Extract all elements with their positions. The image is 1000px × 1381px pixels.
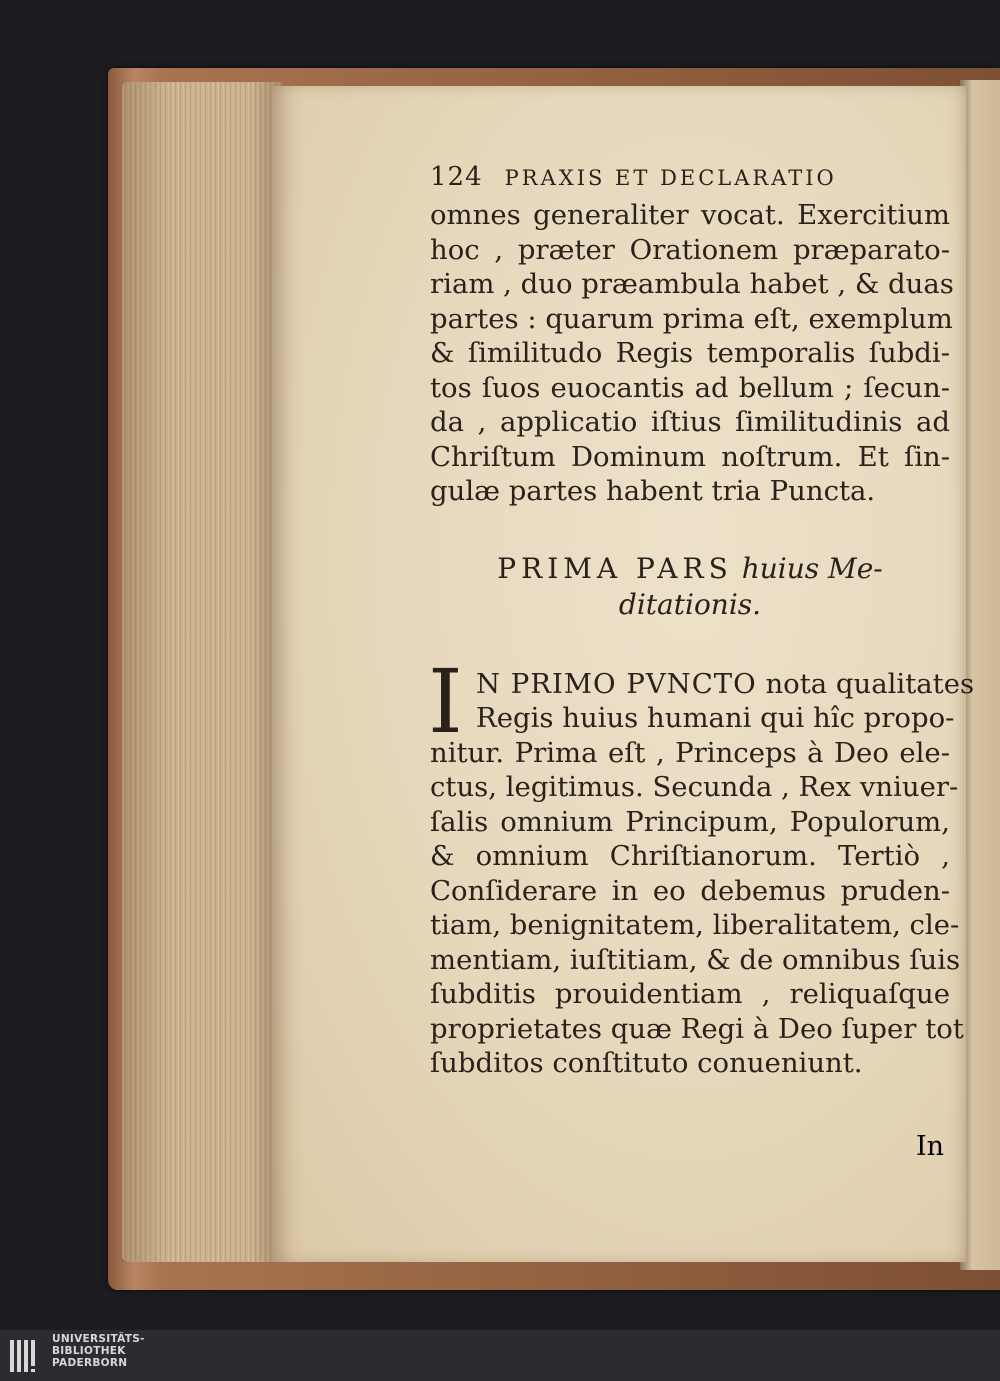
library-name-line: UNIVERSITÄTS-: [52, 1333, 145, 1345]
text-line: riam , duo præambula habet , & duas: [430, 268, 954, 300]
text-line: hoc , præter Orationem præparato-: [430, 233, 950, 266]
text-line: ſubditos conſtituto conueniunt.: [430, 1047, 863, 1079]
text-line: Conſiderare in eo debemus pruden-: [430, 874, 950, 907]
text-line: proprietates quæ Regi à Deo ſuper tot: [430, 1012, 964, 1045]
text-line: [430, 667, 975, 702]
university-library-logo-icon: [8, 1336, 48, 1376]
page-content: [428, 162, 975, 1081]
section-heading-line-1: [430, 551, 950, 587]
section-heading-line-2: ditationis.: [618, 587, 762, 621]
text-line: ſalis omnium Principum, Populorum,: [430, 805, 950, 838]
text-line: mentiam, iuſtitiam, & de omnibus ſuis: [430, 943, 961, 976]
text-line: & ſimilitudo Regis temporalis ſubdi-: [430, 337, 950, 369]
paragraph-2: [428, 649, 975, 1081]
library-name-line: BIBLIOTHEK: [52, 1345, 126, 1357]
text-line: tos ſuos euocantis ad bellum ; ſecun-: [430, 371, 950, 404]
library-name: [52, 1333, 145, 1369]
text-line: ſubditis prouidentiam , reliquaſque: [430, 978, 950, 1010]
footer-bar: [0, 1330, 1000, 1381]
text-line: da , applicatio iſtius ſimilitudinis ad: [430, 406, 950, 438]
text-line: ctus, legitimus. Secunda , Rex vniuer-: [430, 771, 959, 803]
text-fragment: nota qualitates: [765, 667, 975, 700]
text-line: omnes generaliter vocat. Exercitium: [430, 199, 950, 231]
page-number: 124: [430, 162, 483, 192]
running-head: [430, 162, 950, 198]
section-heading-italic: huius Me-: [741, 551, 883, 585]
text-line: Chriſtum Dominum noſtrum. Et ſin-: [430, 440, 950, 473]
text-line: partes : quarum prima eſt, exemplum: [430, 302, 953, 335]
library-name-line: PADERBORN: [52, 1357, 128, 1369]
book-page: [272, 86, 975, 1262]
text-line: gulæ partes habent tria Puncta.: [430, 475, 876, 507]
text-line: Regis huius humani qui hîc propo-: [476, 702, 955, 734]
catchword: In: [915, 1131, 944, 1162]
small-caps-lead: N PRIMO PVNCTO: [476, 667, 757, 700]
drop-cap: I: [428, 649, 463, 753]
section-heading: [430, 551, 950, 623]
section-heading-caps: PRIMA PARS: [497, 551, 733, 585]
page-edges: [122, 82, 282, 1262]
text-line: & omnium Chriſtianorum. Tertiò ,: [430, 840, 950, 872]
running-head-title: PRAXIS ET DECLARATIO: [504, 166, 837, 190]
paragraph-1: [430, 198, 954, 509]
text-line: tiam, benignitatem, liberalitatem, cle-: [430, 909, 960, 941]
text-line: nitur. Prima eſt , Princeps à Deo ele-: [430, 736, 950, 769]
